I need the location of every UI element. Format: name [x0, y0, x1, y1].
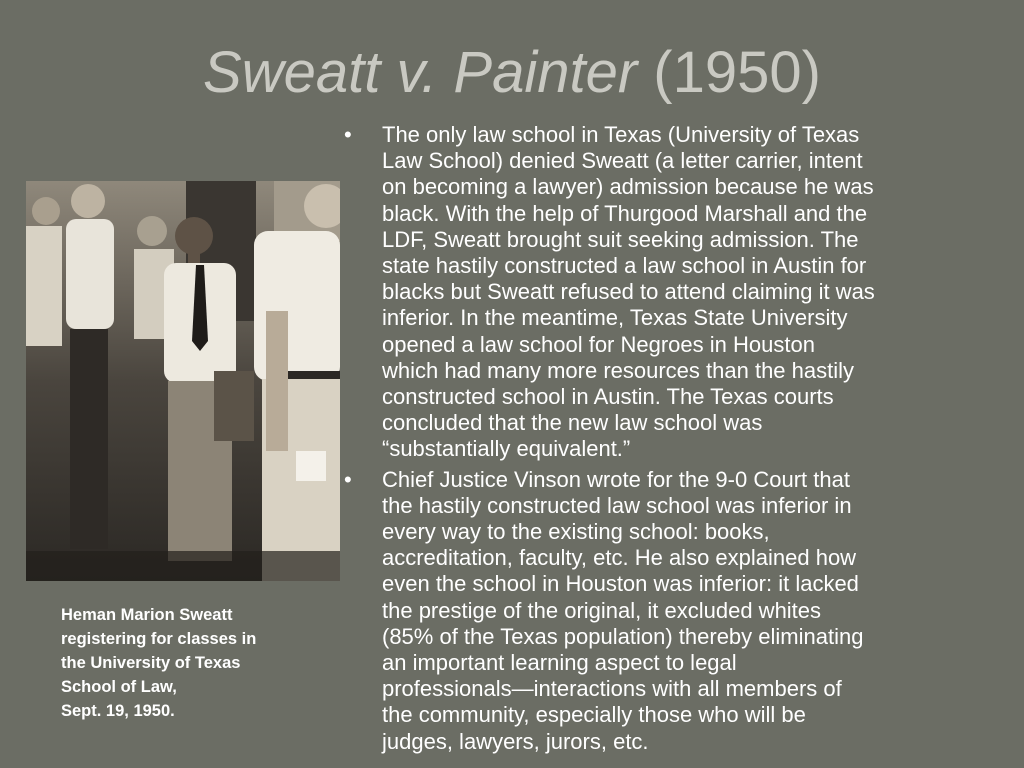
bullet-line: every way to the existing school: books,	[382, 519, 770, 545]
bullet-line: constructed school in Austin. The Texas courts	[382, 384, 834, 410]
bullet-line: blacks but Sweatt refused to attend claiming it was	[382, 279, 875, 305]
bullet-line: the prestige of the original, it excluded whites	[382, 597, 822, 623]
slide-title	[0, 38, 1024, 108]
bullet-line: which had many more resources than the hastily	[382, 357, 855, 383]
bullet-line: even the school in Houston was inferior: it lacked	[382, 571, 859, 597]
bullet-line: concluded that the new law school was	[382, 410, 763, 436]
bullet-line: state hastily constructed a law school in Austin for	[382, 253, 867, 279]
bullet-line: accreditation, faculty, etc. He also explained how	[382, 545, 857, 571]
bullet-line: the hastily constructed law school was inferior in	[382, 492, 852, 518]
caption-line: Heman Marion Sweatt	[61, 606, 233, 624]
bullet-line: judges, lawyers, jurors, etc.	[382, 728, 649, 754]
bullet-line: The only law school in Texas (University of Texas	[382, 122, 860, 147]
bullet-line: inferior. In the meantime, Texas State University	[382, 305, 848, 331]
bullet-line: Chief Justice Vinson wrote for the 9-0 Court that	[382, 466, 850, 492]
bullet-line: (85% of the Texas population) thereby eliminating	[382, 623, 864, 649]
caption-line: the University of Texas	[61, 654, 241, 672]
photo-caption	[61, 603, 331, 723]
bullet-line: an important learning aspect to legal	[382, 650, 737, 676]
bullet-line: the community, especially those who will be	[382, 702, 806, 728]
sweatt-registration-photo	[26, 181, 340, 581]
bullet-line: Law School) denied Sweatt (a letter carrier, intent	[382, 148, 863, 174]
bullet-marker: •	[344, 466, 352, 492]
bullet-line: opened a law school for Negroes in Houston	[382, 331, 815, 357]
bullet-list	[340, 122, 1000, 759]
bullet-item-ruling	[340, 467, 1000, 755]
bullet-marker: •	[344, 122, 352, 147]
caption-line: Sept. 19, 1950.	[61, 702, 175, 720]
caption-line: registering for classes in	[61, 630, 257, 648]
bullet-line: black. With the help of Thurgood Marshall and the	[382, 200, 868, 226]
bullet-item-background	[340, 122, 1000, 463]
bullet-line: on becoming a lawyer) admission because he was	[382, 174, 874, 200]
case-year: (1950)	[653, 40, 821, 105]
bullet-line: LDF, Sweatt brought suit seeking admission. The	[382, 226, 859, 252]
bullet-line: “substantially equivalent.”	[382, 436, 631, 462]
case-name: Sweatt v. Painter	[203, 40, 638, 105]
bullet-line: professionals—interactions with all members of	[382, 676, 842, 702]
caption-line: School of Law,	[61, 678, 177, 696]
